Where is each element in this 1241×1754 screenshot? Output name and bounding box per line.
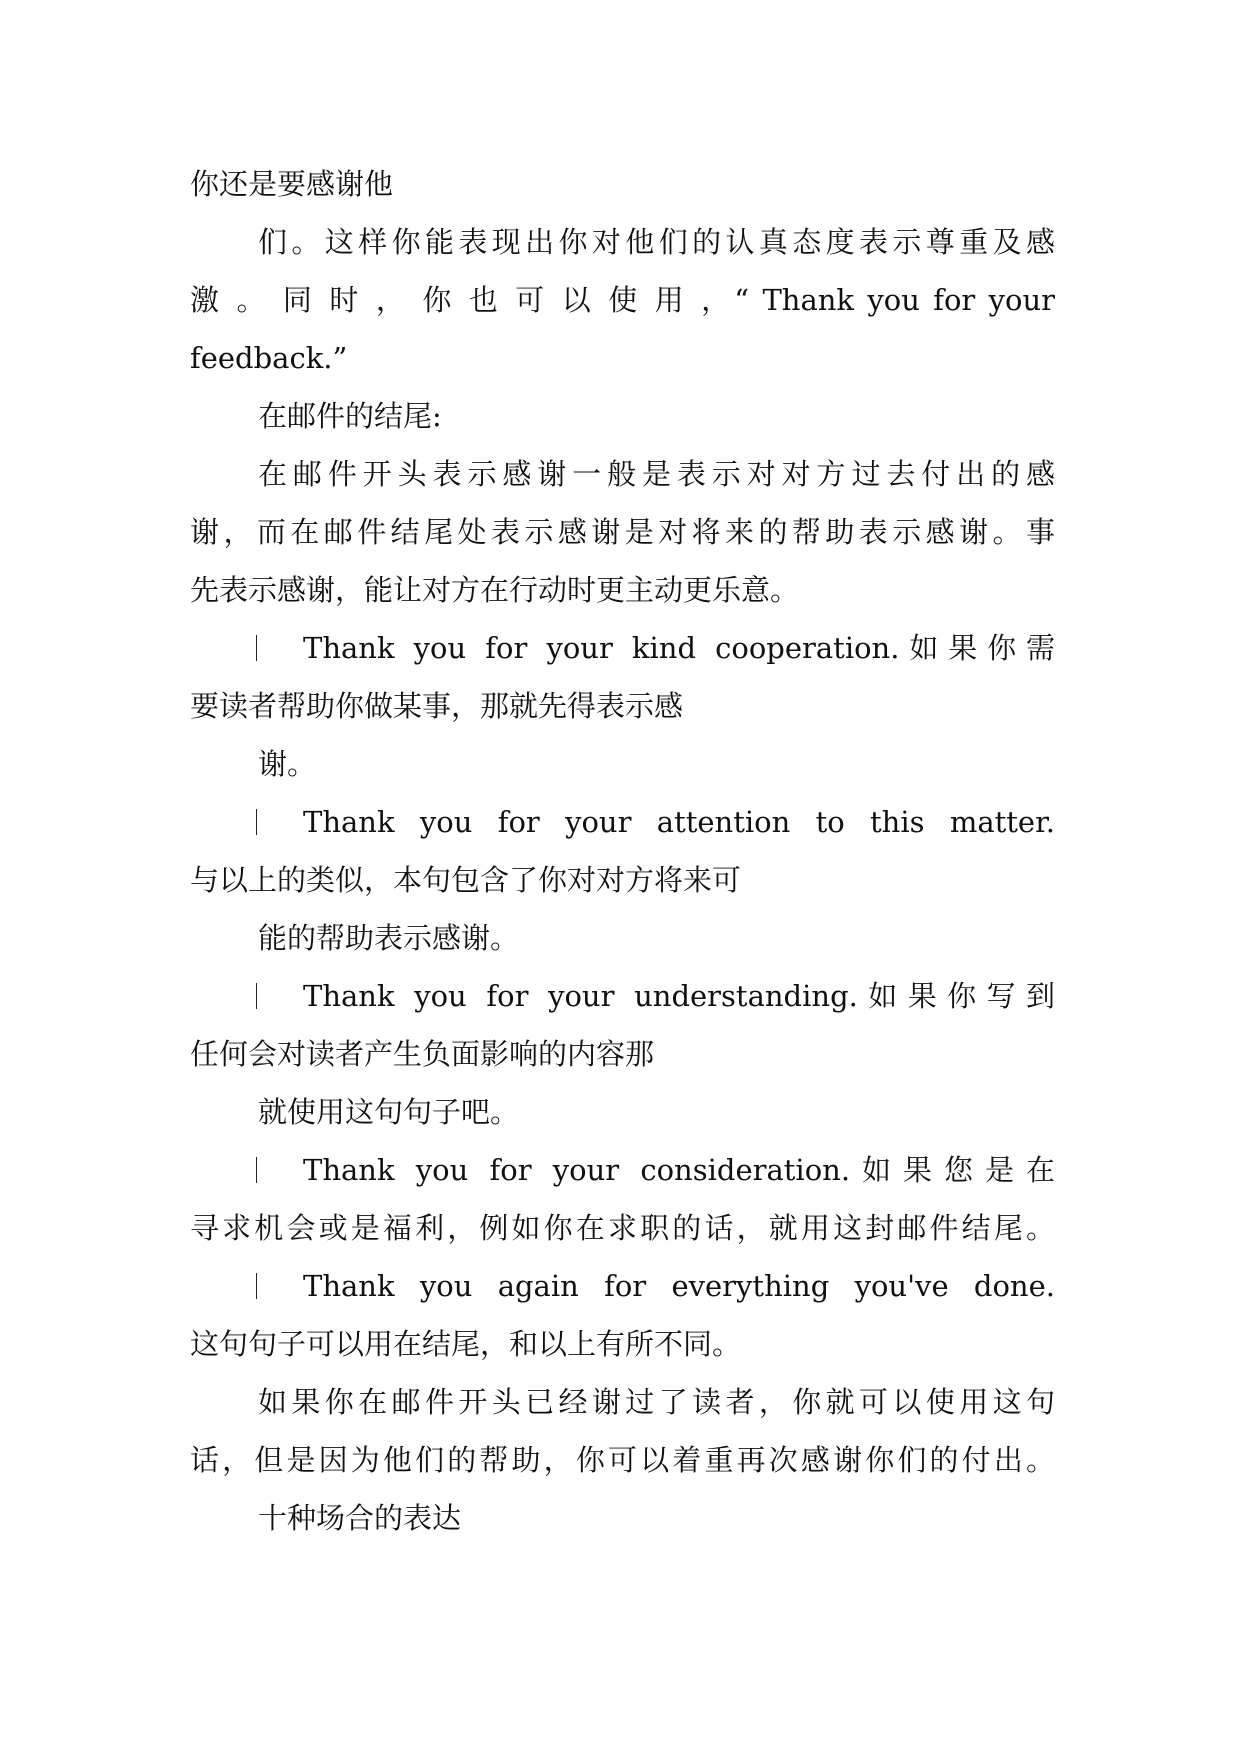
bullet-text: Thank you again for everything you've done. <box>303 1269 1055 1303</box>
text-line: 话，但是因为他们的帮助，你可以着重再次感谢你们的付出。 <box>190 1443 1055 1477</box>
bullet-mark <box>256 983 257 1009</box>
text-line: 谢，而在邮件结尾处表示感谢是对将来的帮助表示感谢。事 <box>190 515 1055 549</box>
text-line: 如果你在邮件开头已经谢过了读者，你就可以使用这句 <box>258 1385 1055 1419</box>
text-line: 在邮件的结尾: <box>258 399 442 433</box>
text-line: 要读者帮助你做某事，那就先得表示感 <box>190 689 684 723</box>
bullet-item <box>190 619 1055 677</box>
bullet-item <box>190 1257 1055 1315</box>
text-line: 任何会对读者产生负面影响的内容那 <box>190 1037 655 1071</box>
text-line: 寻求机会或是福利，例如你在求职的话，就用这封邮件结尾。 <box>190 1211 1055 1245</box>
section-heading: 十种场合的表达 <box>258 1501 462 1535</box>
bullet-item <box>190 793 1055 851</box>
bullet-mark <box>256 1273 257 1299</box>
text-line: 这句句子可以用在结尾，和以上有所不同。 <box>190 1327 742 1361</box>
bullet-text: Thank you for your understanding.如果你写到 <box>303 979 1055 1013</box>
bullet-item <box>190 1141 1055 1199</box>
text-line: 你还是要感谢他 <box>190 167 394 201</box>
bullet-text: Thank you for your attention to this matter. <box>303 805 1055 839</box>
bullet-mark <box>256 809 257 835</box>
text-line: 与以上的类似，本句包含了你对对方将来可 <box>190 863 742 897</box>
bullet-text: Thank you for your consideration.如果您是在 <box>303 1153 1055 1187</box>
text-line: feedback.” <box>190 341 348 375</box>
text-line: 谢。 <box>258 747 317 781</box>
text-line: 能的帮助表示感谢。 <box>258 921 520 955</box>
text-line: 先表示感谢，能让对方在行动时更主动更乐意。 <box>190 573 800 607</box>
bullet-item <box>190 967 1055 1025</box>
text-line: 就使用这句句子吧。 <box>258 1095 520 1129</box>
document-page <box>190 155 1055 1547</box>
bullet-text: Thank you for your kind cooperation.如果你需 <box>303 631 1055 665</box>
bullet-mark <box>256 635 257 661</box>
bullet-mark <box>256 1157 257 1183</box>
text-line: 们。这样你能表现出你对他们的认真态度表示尊重及感 <box>258 225 1055 259</box>
text-line: 激 。 同 时 ， 你 也 可 以 使 用 ，“ Thank you for your <box>190 283 1055 317</box>
text-line: 在邮件开头表示感谢一般是表示对对方过去付出的感 <box>258 457 1055 491</box>
